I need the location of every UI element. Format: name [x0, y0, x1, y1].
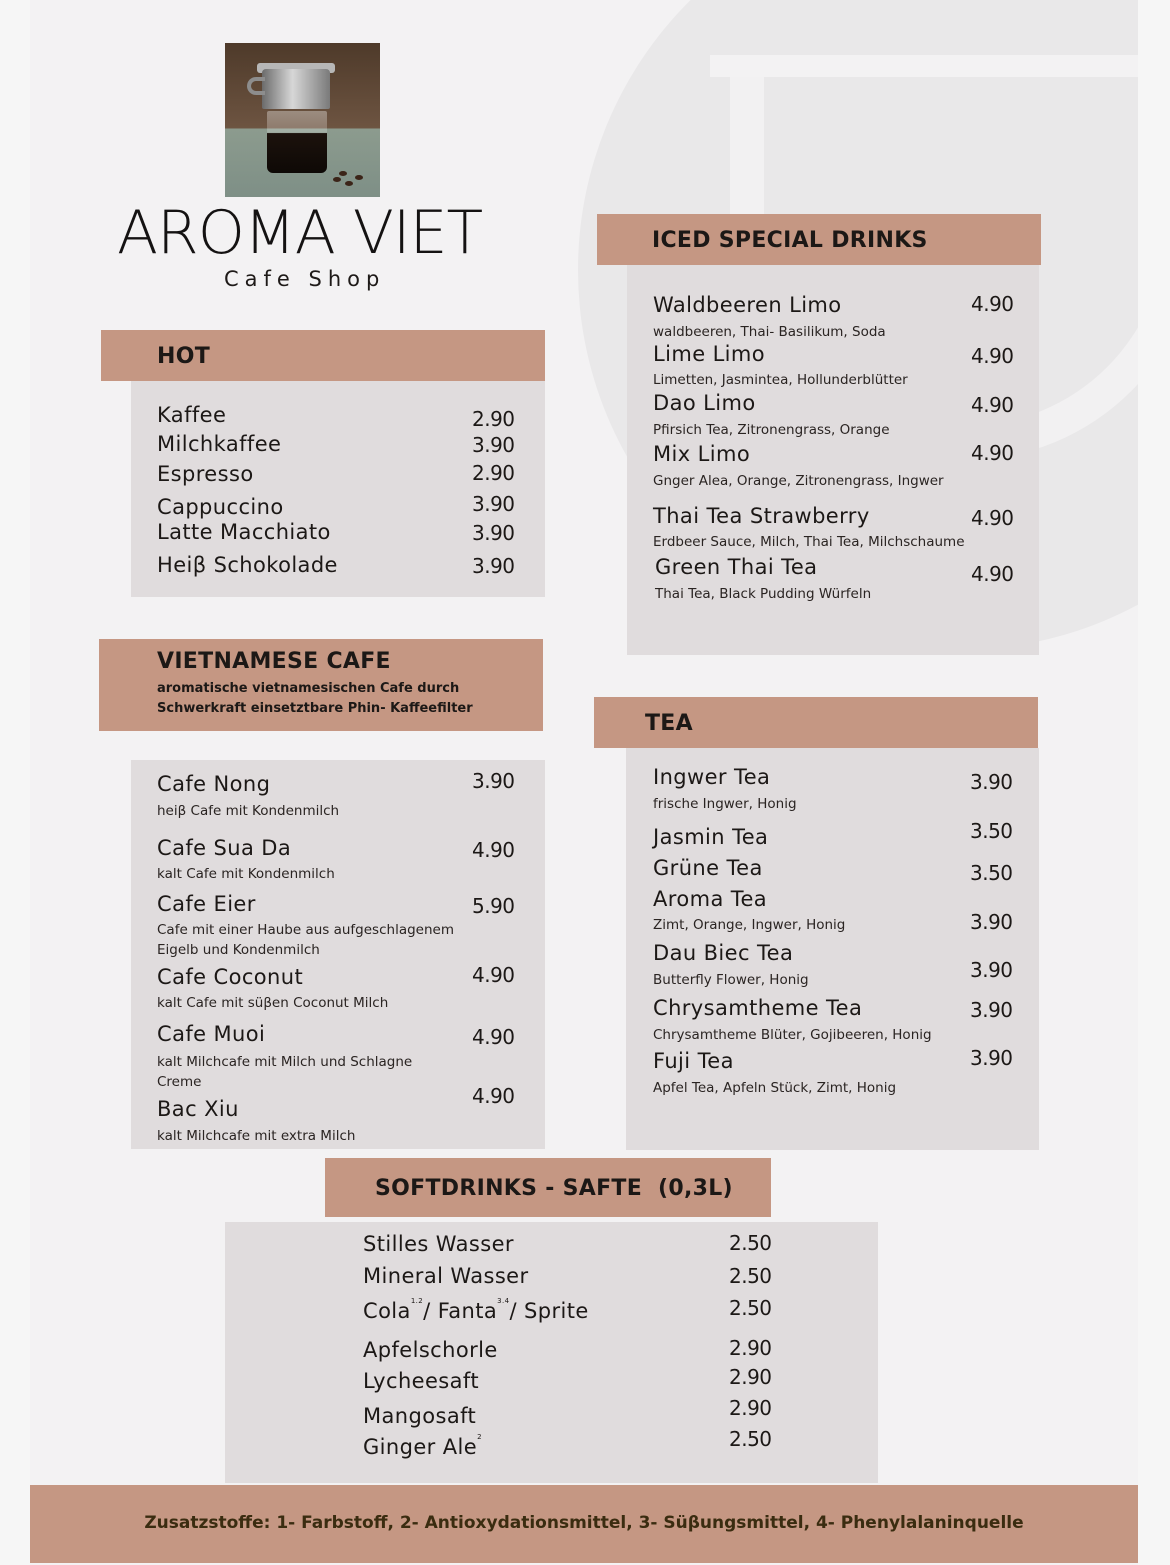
menu-item-desc: Pfirsich Tea, Zitronengrass, Orange [653, 422, 890, 438]
menu-item-price: 2.90 [729, 1365, 772, 1389]
menu-item-name: Espresso [157, 462, 254, 486]
menu-item-name: Cappuccino [157, 495, 284, 519]
footer-band [30, 1485, 1138, 1563]
menu-item-desc: Chrysamtheme Blüter, Gojibeeren, Honig [653, 1027, 932, 1043]
soft-title: SOFTDRINKS - SAFTE (0,3L) [375, 1176, 733, 1201]
menu-item-price: 4.90 [472, 1025, 515, 1049]
tea-header [594, 697, 1038, 748]
menu-item-desc: kalt Cafe mit süβen Coconut Milch [157, 995, 389, 1011]
menu-item-desc: Gnger Alea, Orange, Zitronengrass, Ingwer [653, 473, 944, 489]
menu-item-price: 3.50 [970, 861, 1013, 885]
menu-item-name: Mix Limo [653, 442, 751, 466]
menu-item-desc: Limetten, Jasmintea, Hollunderblütter [653, 372, 908, 388]
menu-item-desc: Thai Tea, Black Pudding Würfeln [655, 586, 872, 602]
coffee-phin-photo [225, 43, 380, 197]
menu-item-price: 3.90 [472, 433, 515, 457]
cola-label: Cola [363, 1299, 411, 1323]
menu-item-price: 4.90 [971, 562, 1014, 586]
additives-note: Zusatzstoffe: 1- Farbstoff, 2- Antioxydationsmittel, 3- Süβungsmittel, 4- Phenylalaninquelle [144, 1513, 1024, 1533]
menu-item-price: 3.90 [472, 769, 515, 793]
menu-item-price: 2.90 [729, 1336, 772, 1360]
menu-item-desc: kalt Cafe mit Kondenmilch [157, 866, 335, 882]
coffee-bean [355, 175, 363, 180]
menu-item-name: Ingwer Tea [653, 765, 771, 789]
footnote-marker: 3.4 [497, 1297, 510, 1305]
menu-item-name: Chrysamtheme Tea [653, 996, 863, 1020]
menu-item-price: 4.90 [971, 441, 1014, 465]
menu-item-name [363, 1435, 482, 1459]
menu-item-price: 4.90 [472, 838, 515, 862]
menu-item-name: Latte Macchiato [157, 520, 331, 544]
menu-item-price: 4.90 [971, 506, 1014, 530]
menu-item-name: Lime Limo [653, 342, 766, 366]
menu-item-desc: Erdbeer Sauce, Milch, Thai Tea, Milchschaume [653, 534, 965, 550]
brand-title: AROMA VIET [117, 198, 483, 268]
coffee-glass [267, 111, 327, 173]
menu-item-name: Cafe Muoi [157, 1022, 266, 1046]
menu-item-name: Aroma Tea [653, 887, 768, 911]
menu-item-name: Lycheesaft [363, 1369, 479, 1393]
menu-item-price: 4.90 [971, 393, 1014, 417]
coffee-bean [333, 177, 341, 182]
menu-item-name: Cafe Sua Da [157, 836, 292, 860]
menu-item-name: Waldbeeren Limo [653, 293, 842, 317]
vietnamese-header [99, 639, 543, 731]
hot-title: HOT [157, 344, 211, 369]
coffee-bean [345, 181, 353, 186]
menu-item-name: Fuji Tea [653, 1049, 734, 1073]
menu-item-name: Heiβ Schokolade [157, 553, 338, 577]
iced-header [597, 214, 1041, 265]
menu-item-price: 4.90 [472, 1084, 515, 1108]
decorative-rim [710, 55, 1138, 77]
soft-header [325, 1158, 771, 1217]
menu-item-price: 3.90 [970, 910, 1013, 934]
menu-item-name: Cafe Nong [157, 772, 271, 796]
menu-item-price: 3.90 [472, 554, 515, 578]
menu-item-name: Thai Tea Strawberry [653, 504, 870, 528]
menu-item-name: Grüne Tea [653, 856, 763, 880]
menu-item-desc: Butterfly Flower, Honig [653, 972, 809, 988]
menu-item-price: 4.90 [472, 963, 515, 987]
menu-item-name: Cafe Eier [157, 892, 256, 916]
menu-item-price: 2.50 [729, 1427, 772, 1451]
tea-title: TEA [645, 711, 693, 736]
menu-item-price: 3.90 [970, 998, 1013, 1022]
footnote-marker: 1.2 [410, 1297, 424, 1305]
coffee-bean [339, 171, 347, 176]
vietnamese-note: aromatische vietnamesischen Cafe durch Schwerkraft einsetztbare Phin- Kaffeefilter [157, 681, 473, 716]
soft-box [225, 1222, 878, 1483]
ginger-ale-label: Ginger Ale [363, 1435, 478, 1459]
menu-item-price: 2.90 [472, 461, 515, 485]
footnote-marker: 2 [477, 1433, 482, 1441]
menu-item-desc: heiβ Cafe mit Kondenmilch [157, 803, 340, 819]
menu-item-name: Jasmin Tea [653, 825, 769, 849]
menu-item-desc: Apfel Tea, Apfeln Stück, Zimt, Honig [653, 1080, 897, 1096]
menu-item-price: 3.90 [970, 1046, 1013, 1070]
menu-item-desc: Zimt, Orange, Ingwer, Honig [653, 917, 846, 933]
phin-filter [262, 69, 330, 109]
menu-item-desc: kalt Milchcafe mit Milch und Schlagne Creme [157, 1054, 413, 1090]
menu-item-price: 3.50 [970, 819, 1013, 843]
phin-handle [247, 77, 265, 95]
menu-item-desc: kalt Milchcafe mit extra Milch [157, 1128, 356, 1144]
menu-item-price: 4.90 [971, 292, 1014, 316]
menu-item-name [363, 1299, 589, 1323]
menu-item-name: Kaffee [157, 403, 227, 427]
menu-item-price: 2.90 [729, 1396, 772, 1420]
menu-item-desc: frische Ingwer, Honig [653, 796, 797, 812]
iced-title: ICED SPECIAL DRINKS [652, 228, 928, 253]
menu-item-price: 3.90 [472, 521, 515, 545]
menu-item-name: Dau Biec Tea [653, 941, 794, 965]
menu-item-name: Dao Limo [653, 391, 756, 415]
menu-item-price: 3.90 [970, 770, 1013, 794]
menu-item-name: Apfelschorle [363, 1338, 498, 1362]
menu-item-price: 2.90 [472, 407, 515, 431]
menu-item-price: 2.50 [729, 1231, 772, 1255]
menu-item-price: 3.90 [472, 492, 515, 516]
sprite-label: / Sprite [509, 1299, 589, 1323]
menu-item-name: Bac Xiu [157, 1097, 239, 1121]
menu-item-price: 2.50 [729, 1296, 772, 1320]
menu-item-price: 4.90 [971, 344, 1014, 368]
menu-item-desc: Cafe mit einer Haube aus aufgeschlagenem Eigelb und Kondenmilch [157, 922, 454, 958]
menu-item-name: Cafe Coconut [157, 965, 304, 989]
menu-item-name: Mangosaft [363, 1404, 477, 1428]
vietnamese-title: VIETNAMESE CAFE [157, 649, 391, 674]
fanta-label: / Fanta [423, 1299, 498, 1323]
hot-header [101, 330, 545, 381]
menu-item-name: Milchkaffee [157, 432, 282, 456]
menu-item-desc: waldbeeren, Thai- Basilikum, Soda [653, 324, 886, 340]
menu-item-name: Stilles Wasser [363, 1232, 514, 1256]
menu-item-price: 5.90 [472, 894, 515, 918]
menu-item-name: Green Thai Tea [655, 555, 818, 579]
menu-item-price: 3.90 [970, 958, 1013, 982]
menu-item-name: Mineral Wasser [363, 1264, 529, 1288]
brand-subtitle: Cafe Shop [224, 267, 386, 291]
menu-item-price: 2.50 [729, 1264, 772, 1288]
